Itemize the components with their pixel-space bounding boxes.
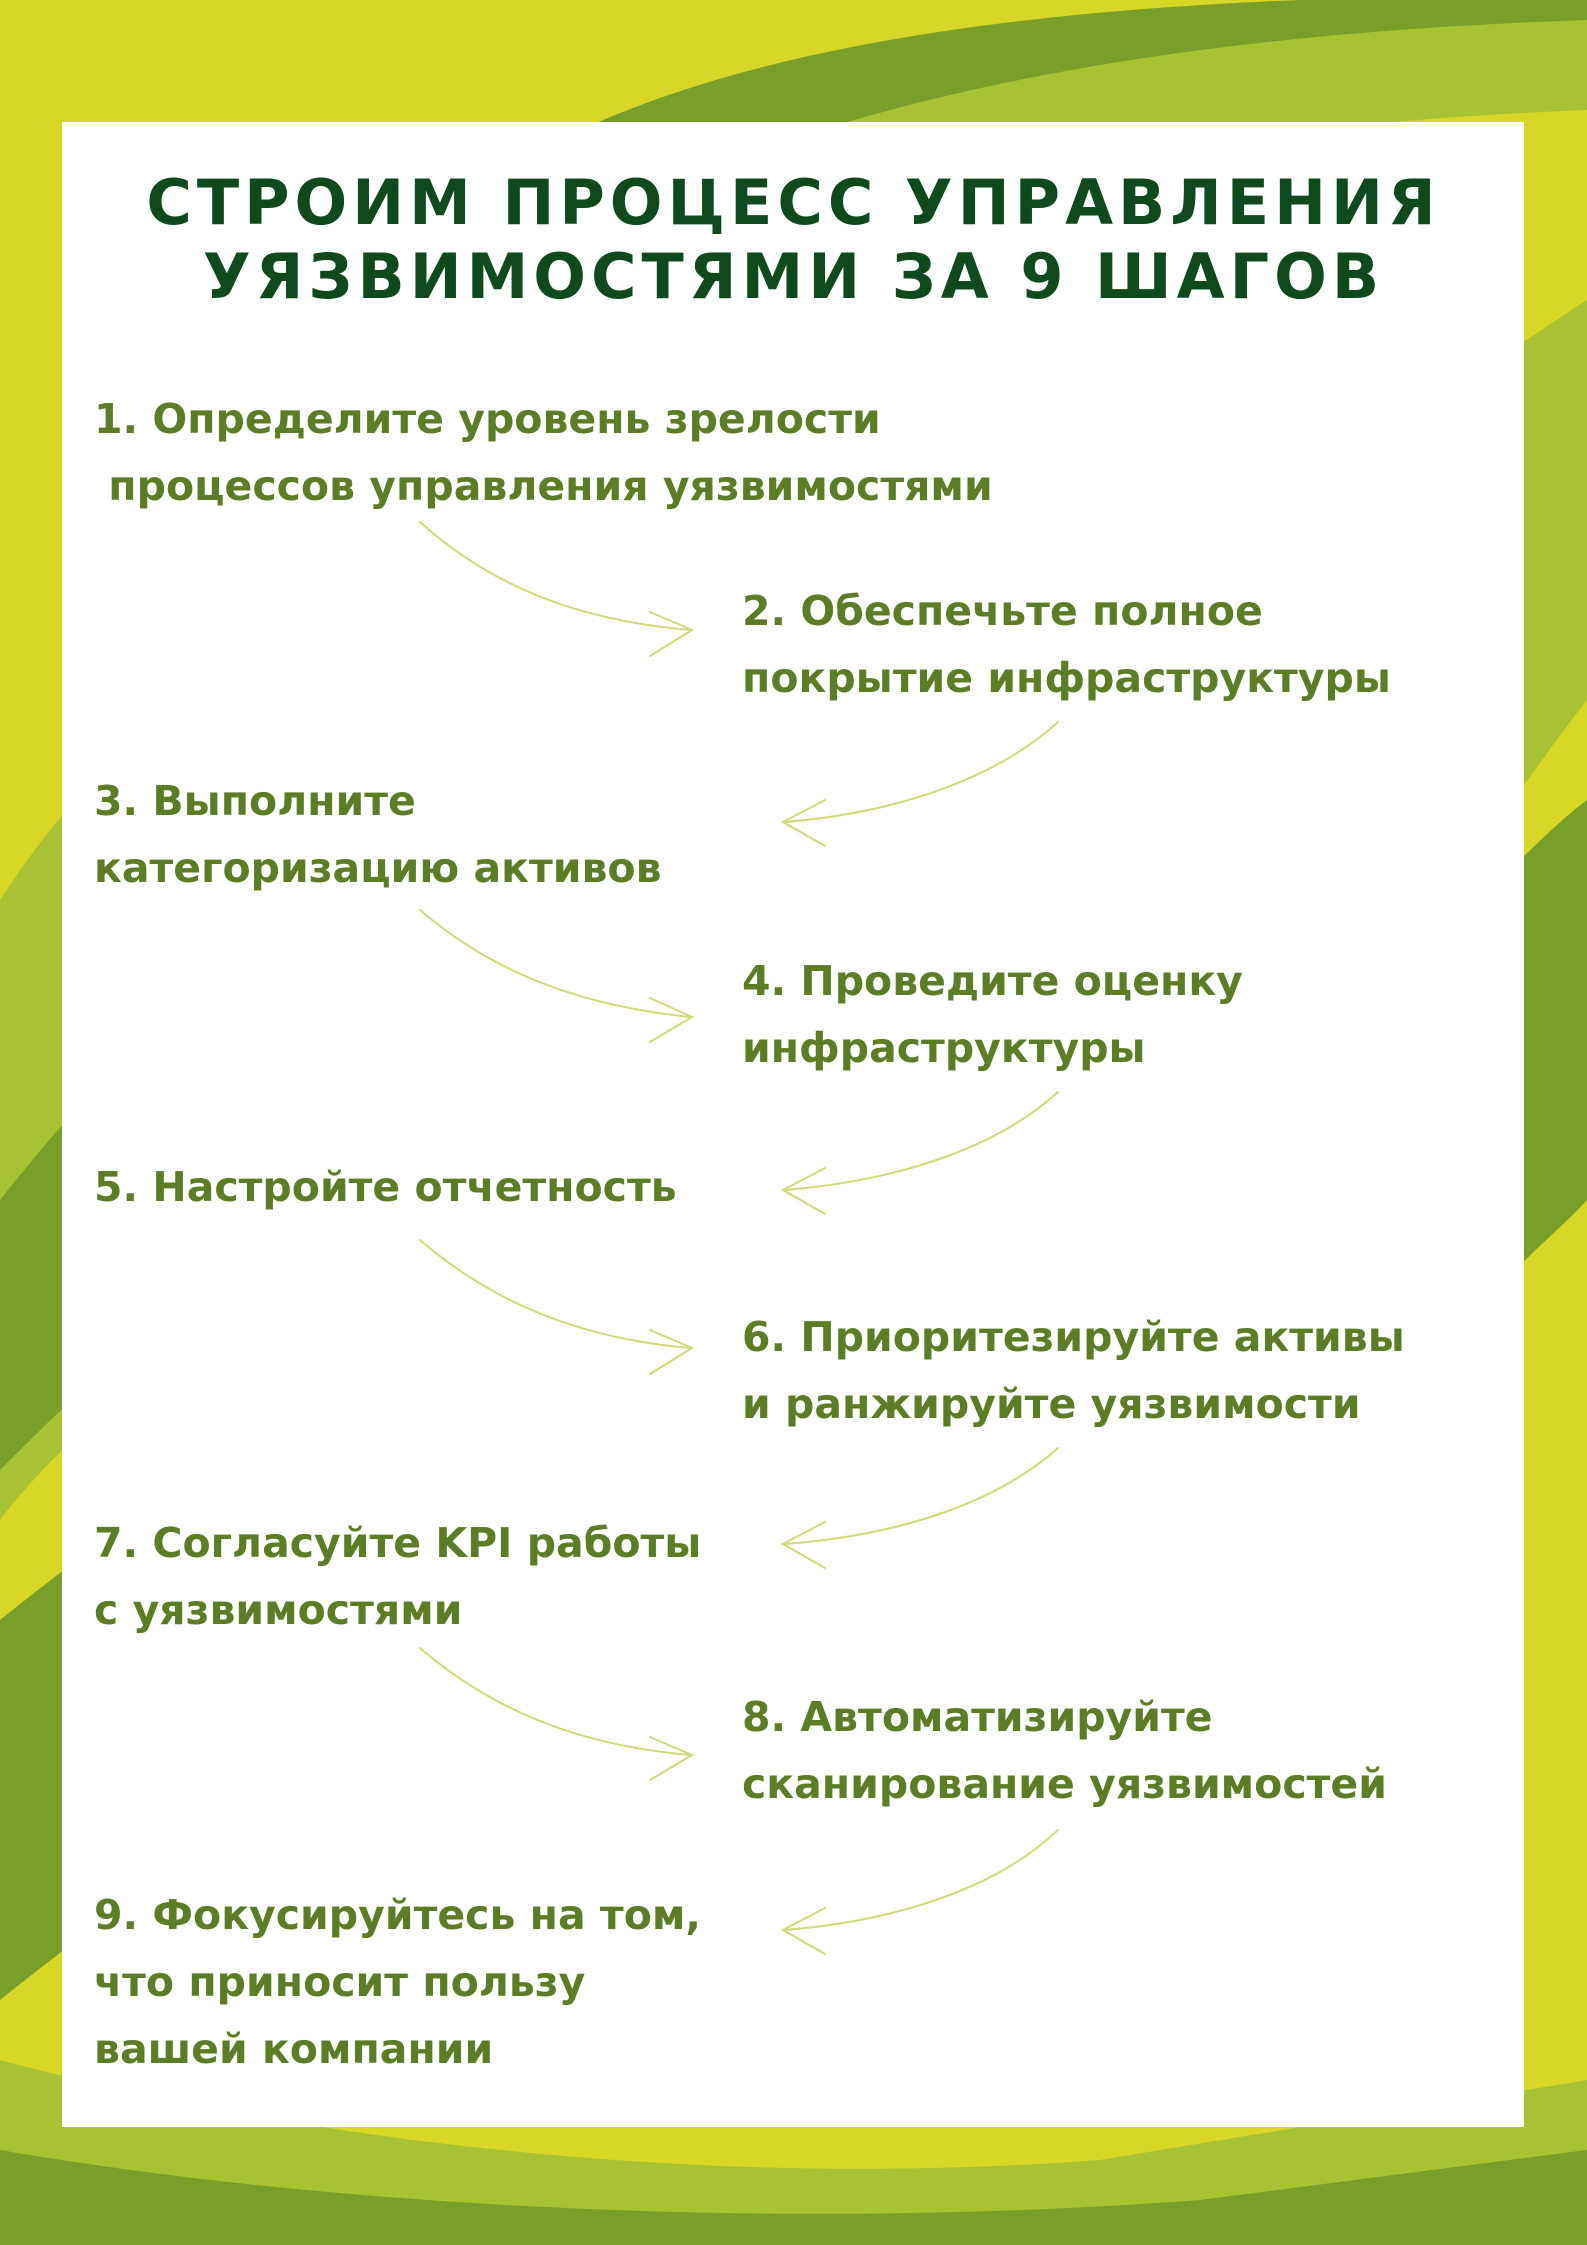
- step-8-line-2: сканирование уязвимостей: [742, 1760, 1387, 1808]
- step-2-line-1: 2. Обеспечьте полное: [742, 587, 1263, 635]
- page-title-line-1: СТРОИМ ПРОЦЕСС УПРАВЛЕНИЯ: [146, 166, 1441, 239]
- step-1-line-2: процессов управления уязвимостями: [94, 462, 993, 510]
- step-9-line-1: 9. Фокусируйтесь на том,: [94, 1891, 701, 1939]
- step-7: [94, 1510, 701, 1644]
- step-9-line-3: вашей компании: [94, 2025, 494, 2073]
- step-6-line-2: и ранжируйте уязвимости: [742, 1380, 1361, 1428]
- step-3-line-2: категоризацию активов: [94, 844, 662, 892]
- step-1-line-1: 1. Определите уровень зрелости: [94, 395, 881, 443]
- step-1: [94, 386, 993, 520]
- step-2-line-2: покрытие инфраструктуры: [742, 654, 1391, 702]
- step-7-line-2: с уязвимостями: [94, 1586, 463, 1634]
- step-9: [94, 1882, 701, 2083]
- step-6: [742, 1304, 1405, 1438]
- step-7-line-1: 7. Согласуйте KPI работы: [94, 1519, 702, 1567]
- step-3: [94, 768, 662, 902]
- step-5-line-1: 5. Настройте отчетность: [94, 1163, 677, 1211]
- step-8-line-1: 8. Автоматизируйте: [742, 1693, 1213, 1741]
- step-4-line-1: 4. Проведите оценку: [742, 957, 1243, 1005]
- step-5: [94, 1154, 677, 1221]
- step-2: [742, 578, 1391, 712]
- step-4: [742, 948, 1243, 1082]
- page-title-line-2: УЯЗВИМОСТЯМИ ЗА 9 ШАГОВ: [202, 240, 1385, 313]
- step-3-line-1: 3. Выполните: [94, 777, 416, 825]
- step-9-line-2: что приносит пользу: [94, 1958, 586, 2006]
- step-6-line-1: 6. Приоритезируйте активы: [742, 1313, 1405, 1361]
- step-8: [742, 1684, 1387, 1818]
- step-4-line-2: инфраструктуры: [742, 1024, 1146, 1072]
